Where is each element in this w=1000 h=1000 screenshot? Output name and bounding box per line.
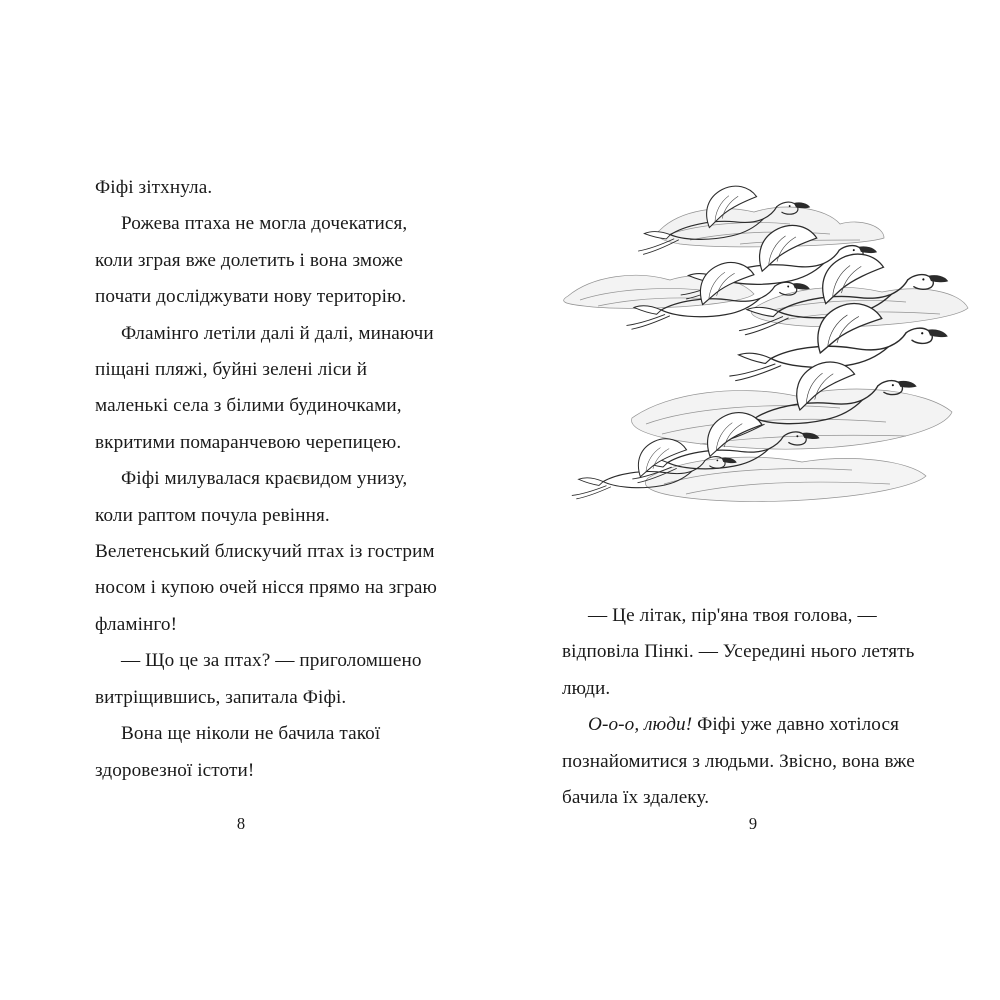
paragraph: Фіфі милувалася краєвидом унизу, коли раптом почула ревіння. Велетенський блискучий птах із гострим носом і купою очей нісся прямо на зграю фламінго! bbox=[95, 468, 437, 635]
paragraph-with-italic bbox=[562, 707, 918, 816]
page-number-right: 9 bbox=[748, 813, 758, 833]
paragraph: — Що це за птах? — приголомшено витріщившись, запитала Фіфі. bbox=[95, 650, 422, 708]
paragraph: Рожева птаха не могла дочекатися, коли зграя вже долетить і вона зможе почати досліджувати нову територію. bbox=[95, 213, 408, 308]
right-page bbox=[500, 0, 1000, 1000]
paragraph: — Це літак, пір'яна твоя голова, — відповіла Пінкі. — Усередині нього летять люди. bbox=[562, 605, 915, 699]
flamingo-flock-illustration bbox=[540, 160, 980, 550]
right-page-body bbox=[562, 598, 918, 816]
paragraph: Вона ще ніколи не бачила такої здоровезної істоти! bbox=[95, 723, 381, 781]
paragraph: Фіфі зітхнула. bbox=[95, 177, 213, 198]
page-number-left: 8 bbox=[236, 813, 246, 833]
left-page-body bbox=[95, 170, 438, 789]
paragraph: Фламінго летіли далі й далі, минаючи піщані пляжі, буйні зелені ліси й маленькі села з білими будиночками, вкритими помаранчевою черепицею. bbox=[95, 322, 434, 453]
italic-phrase: О-о-о, люди! bbox=[588, 714, 693, 736]
paragraph-rest: Фіфі уже давно хотілося познайомитися з людьми. Звісно, вона вже бачила їх здалеку. bbox=[562, 714, 915, 809]
